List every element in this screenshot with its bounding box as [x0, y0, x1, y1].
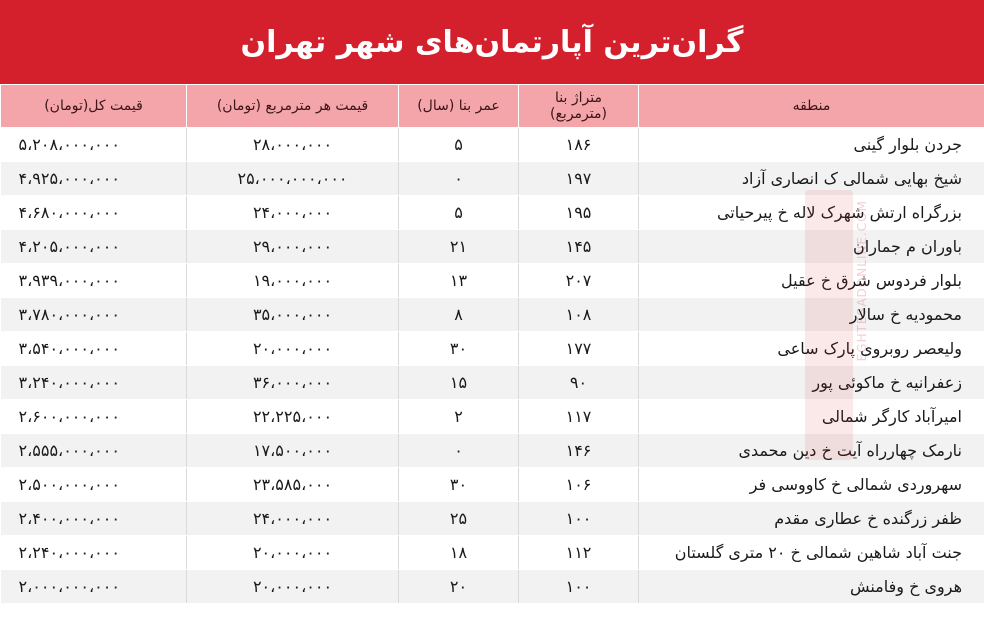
cell-total-price: ۴،۲۰۵،۰۰۰،۰۰۰ — [1, 230, 187, 264]
cell-area: جنت آباد شاهین شمالی خ ۲۰ متری گلستان — [639, 536, 984, 570]
cell-total-price: ۴،۹۲۵،۰۰۰،۰۰۰ — [1, 162, 187, 196]
cell-total-price: ۲،۴۰۰،۰۰۰،۰۰۰ — [1, 502, 187, 536]
cell-age: ۲۰ — [399, 570, 519, 604]
table-row — [1, 332, 984, 366]
cell-area: نارمک چهارراه آیت خ دین محمدی — [639, 434, 984, 468]
cell-price-per-m2: ۲۲،۲۲۵،۰۰۰ — [187, 400, 399, 434]
column-header-size: متراژ بنا (مترمربع) — [519, 85, 639, 128]
table-row — [1, 366, 984, 400]
cell-age: ۲۱ — [399, 230, 519, 264]
cell-size: ۱۱۲ — [519, 536, 639, 570]
column-header-total-price: قیمت کل(تومان) — [1, 85, 187, 128]
cell-age: ۸ — [399, 298, 519, 332]
table-row — [1, 298, 984, 332]
cell-price-per-m2: ۳۶،۰۰۰،۰۰۰ — [187, 366, 399, 400]
cell-age: ۲ — [399, 400, 519, 434]
cell-total-price: ۲،۵۰۰،۰۰۰،۰۰۰ — [1, 468, 187, 502]
cell-total-price: ۲،۰۰۰،۰۰۰،۰۰۰ — [1, 570, 187, 604]
cell-size: ۱۹۵ — [519, 196, 639, 230]
column-header-price-per-m2: قیمت هر مترمربع (تومان) — [187, 85, 399, 128]
table-row — [1, 264, 984, 298]
cell-total-price: ۴،۶۸۰،۰۰۰،۰۰۰ — [1, 196, 187, 230]
cell-total-price: ۳،۵۴۰،۰۰۰،۰۰۰ — [1, 332, 187, 366]
cell-area: شیخ بهایی شمالی ک انصاری آزاد — [639, 162, 984, 196]
cell-size: ۱۷۷ — [519, 332, 639, 366]
cell-price-per-m2: ۱۷،۵۰۰،۰۰۰ — [187, 434, 399, 468]
column-header-age: عمر بنا (سال) — [399, 85, 519, 128]
table-row — [1, 434, 984, 468]
cell-price-per-m2: ۲۹،۰۰۰،۰۰۰ — [187, 230, 399, 264]
cell-age: ۲۵ — [399, 502, 519, 536]
price-table — [0, 84, 984, 604]
cell-price-per-m2: ۲۴،۰۰۰،۰۰۰ — [187, 196, 399, 230]
cell-age: ۰ — [399, 162, 519, 196]
cell-price-per-m2: ۲۵،۰۰۰،۰۰۰،۰۰۰ — [187, 162, 399, 196]
cell-size: ۱۹۷ — [519, 162, 639, 196]
cell-age: ۰ — [399, 434, 519, 468]
cell-total-price: ۲،۲۴۰،۰۰۰،۰۰۰ — [1, 536, 187, 570]
cell-area: جردن بلوار گینی — [639, 128, 984, 162]
cell-price-per-m2: ۲۰،۰۰۰،۰۰۰ — [187, 570, 399, 604]
cell-total-price: ۲،۵۵۵،۰۰۰،۰۰۰ — [1, 434, 187, 468]
cell-age: ۳۰ — [399, 468, 519, 502]
column-header-area: منطقه — [639, 85, 984, 128]
cell-size: ۱۴۶ — [519, 434, 639, 468]
cell-age: ۱۵ — [399, 366, 519, 400]
table-row — [1, 400, 984, 434]
cell-total-price: ۳،۷۸۰،۰۰۰،۰۰۰ — [1, 298, 187, 332]
cell-age: ۱۳ — [399, 264, 519, 298]
cell-size: ۱۰۰ — [519, 502, 639, 536]
table-header-row — [1, 85, 984, 128]
cell-age: ۵ — [399, 128, 519, 162]
cell-size: ۱۰۰ — [519, 570, 639, 604]
cell-age: ۱۸ — [399, 536, 519, 570]
table-row — [1, 468, 984, 502]
cell-area: ولیعصر روبروی پارک ساعی — [639, 332, 984, 366]
cell-area: امیرآباد کارگر شمالی — [639, 400, 984, 434]
cell-size: ۱۱۷ — [519, 400, 639, 434]
cell-total-price: ۳،۹۳۹،۰۰۰،۰۰۰ — [1, 264, 187, 298]
cell-size: ۱۰۸ — [519, 298, 639, 332]
table-row — [1, 570, 984, 604]
cell-price-per-m2: ۱۹،۰۰۰،۰۰۰ — [187, 264, 399, 298]
table-row — [1, 128, 984, 162]
cell-area: بلوار فردوس شرق خ عقیل — [639, 264, 984, 298]
cell-size: ۱۸۶ — [519, 128, 639, 162]
cell-total-price: ۲،۶۰۰،۰۰۰،۰۰۰ — [1, 400, 187, 434]
cell-total-price: ۳،۲۴۰،۰۰۰،۰۰۰ — [1, 366, 187, 400]
page-title: گران‌ترین آپارتمان‌های شهر تهران — [240, 24, 744, 60]
cell-price-per-m2: ۲۸،۰۰۰،۰۰۰ — [187, 128, 399, 162]
cell-area: باوران م جماران — [639, 230, 984, 264]
table-row — [1, 536, 984, 570]
cell-size: ۱۰۶ — [519, 468, 639, 502]
cell-price-per-m2: ۲۰،۰۰۰،۰۰۰ — [187, 332, 399, 366]
cell-size: ۲۰۷ — [519, 264, 639, 298]
table-row — [1, 230, 984, 264]
cell-age: ۳۰ — [399, 332, 519, 366]
table-row — [1, 502, 984, 536]
watermark-text: EGHTESADONLINE.COM — [855, 200, 869, 362]
cell-total-price: ۵،۲۰۸،۰۰۰،۰۰۰ — [1, 128, 187, 162]
cell-price-per-m2: ۲۳،۵۸۵،۰۰۰ — [187, 468, 399, 502]
cell-size: ۹۰ — [519, 366, 639, 400]
table-row — [1, 196, 984, 230]
table-row — [1, 162, 984, 196]
cell-price-per-m2: ۲۴،۰۰۰،۰۰۰ — [187, 502, 399, 536]
cell-area: ظفر زرگنده خ عطاری مقدم — [639, 502, 984, 536]
cell-price-per-m2: ۳۵،۰۰۰،۰۰۰ — [187, 298, 399, 332]
cell-area: محمودیه خ سالار — [639, 298, 984, 332]
cell-area: سهروردی شمالی خ کاووسی فر — [639, 468, 984, 502]
cell-area: هروی خ وفامنش — [639, 570, 984, 604]
cell-area: بزرگراه ارتش شهرک لاله خ پیرحیاتی — [639, 196, 984, 230]
title-bar — [0, 0, 984, 84]
cell-age: ۵ — [399, 196, 519, 230]
cell-area: زعفرانیه خ ماکوئی پور — [639, 366, 984, 400]
cell-size: ۱۴۵ — [519, 230, 639, 264]
cell-price-per-m2: ۲۰،۰۰۰،۰۰۰ — [187, 536, 399, 570]
